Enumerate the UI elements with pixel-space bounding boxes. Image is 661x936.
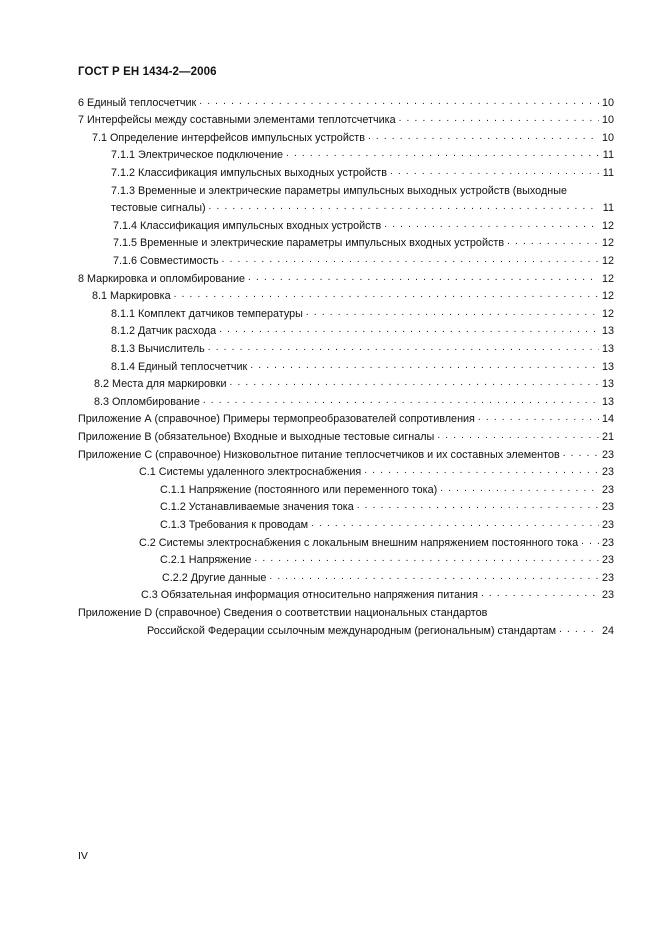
toc-leader-dots	[357, 502, 599, 512]
toc-leader-dots	[581, 538, 599, 548]
toc-entry	[162, 567, 614, 585]
toc-entry-title: С.2 Системы электроснабжения с локальным внешним напряжением постоянного тока	[139, 536, 579, 549]
toc-entry-page: 10	[601, 114, 614, 127]
toc-entry	[111, 198, 614, 216]
toc-entry-page: 12	[601, 290, 614, 303]
toc-entry	[113, 215, 614, 233]
toc-entry-page: 21	[601, 430, 614, 443]
toc-entry	[147, 620, 614, 638]
toc-leader-dots	[390, 168, 599, 178]
toc-leader-dots	[222, 256, 599, 266]
toc-entry-title: С.1.1 Напряжение (постоянного или переменного тока)	[160, 483, 438, 496]
toc-entry-page: 23	[601, 554, 614, 567]
toc-leader-dots	[208, 344, 599, 354]
toc-entry-title: 8.1.4 Единый теплосчетчик	[111, 360, 248, 373]
toc-entry	[113, 233, 614, 251]
toc-entry	[92, 127, 614, 145]
toc-entry-title: 8.2 Места для маркировки	[94, 378, 227, 391]
toc-leader-dots	[203, 397, 599, 407]
toc-entry-title: 8.1.1 Комплект датчиков температуры	[111, 307, 303, 320]
toc-entry-page: 11	[602, 202, 614, 215]
toc-entry-title: Российской Федерации ссылочным международным (региональным) стандартам	[147, 624, 557, 637]
toc-entry-title: Приложение А (справочное) Примеры термопреобразователей сопротивления	[78, 413, 475, 426]
toc-leader-dots	[563, 450, 599, 460]
toc-entry-page: 13	[601, 360, 614, 373]
toc-entry	[111, 162, 614, 180]
toc-leader-dots	[230, 379, 599, 389]
toc-entry	[160, 550, 614, 568]
toc-leader-dots	[559, 626, 599, 636]
toc-leader-dots	[478, 414, 599, 424]
toc-entry-title: 7.1 Определение интерфейсов импульсных устройств	[92, 131, 365, 144]
toc-entry-page: 24	[601, 624, 614, 637]
toc-entry	[78, 268, 614, 286]
toc-entry-title: 6 Единый теплосчетчик	[78, 96, 197, 109]
toc-entry-title: 8.1.2 Датчик расхода	[111, 325, 217, 338]
toc-entry	[78, 602, 614, 620]
toc-leader-dots	[248, 274, 599, 284]
toc-entry-page: 13	[601, 342, 614, 355]
toc-entry-title: 7.1.2 Классификация импульсных выходных устройств	[111, 166, 387, 179]
toc-entry-page: 23	[601, 483, 614, 496]
toc-entry-page: 23	[601, 589, 614, 602]
toc-entry	[94, 374, 614, 392]
toc-entry-title: 7.1.5 Временные и электрические параметры импульсных входных устройств	[113, 237, 505, 250]
toc-entry-page: 12	[601, 272, 614, 285]
page-number: IV	[78, 850, 88, 862]
toc-leader-dots	[286, 150, 599, 160]
toc-leader-dots	[481, 590, 599, 600]
toc-entry-title: Приложение В (обязательное) Входные и выходные тестовые сигналы	[78, 430, 435, 443]
toc-entry	[111, 303, 614, 321]
toc-entry-page: 14	[601, 413, 614, 426]
toc-entry-title: 7 Интерфейсы между составными элементами теплотсчетчика	[78, 114, 396, 127]
toc-entry	[78, 92, 614, 110]
toc-entry	[111, 321, 614, 339]
toc-leader-dots	[437, 432, 599, 442]
toc-entry	[92, 286, 614, 304]
toc-leader-dots	[199, 98, 599, 108]
toc-entry	[111, 356, 614, 374]
toc-entry	[160, 514, 614, 532]
toc-leader-dots	[219, 326, 599, 336]
toc-entry-page: 13	[601, 378, 614, 391]
toc-entry	[111, 180, 614, 198]
toc-entry-title: 8.1 Маркировка	[92, 290, 171, 303]
toc-entry-page: 10	[601, 96, 614, 109]
toc-entry	[111, 338, 614, 356]
toc-entry-title: С.2.2 Другие данные	[162, 571, 267, 584]
toc-leader-dots	[174, 291, 599, 301]
toc-entry	[78, 444, 614, 462]
toc-leader-dots	[507, 238, 599, 248]
toc-leader-dots	[306, 309, 599, 319]
toc-entry-page: 13	[601, 395, 614, 408]
toc-entry	[78, 409, 614, 427]
toc-entry-title: 7.1.1 Электрическое подключение	[111, 149, 283, 162]
toc-leader-dots	[269, 573, 599, 583]
toc-entry	[111, 145, 614, 163]
toc-entry	[94, 391, 614, 409]
toc-entry-title: С.1.2 Устанавливаемые значения тока	[160, 501, 354, 514]
toc-entry	[160, 479, 614, 497]
toc-entry-page: 12	[601, 307, 614, 320]
toc-entry-page: 11	[602, 149, 614, 162]
toc-entry-page: 23	[601, 466, 614, 479]
toc-entry	[113, 250, 614, 268]
toc-entry-page: 10	[601, 131, 614, 144]
toc-entry-title: тестовые сигналы)	[111, 202, 206, 215]
toc-entry-page: 12	[601, 219, 614, 232]
toc-entry-title: Приложение С (справочное) Низковольтное питание теплосчетчиков и их составных элементов	[78, 448, 560, 461]
toc-entry-title: С.1.3 Требования к проводам	[160, 518, 309, 531]
toc-entry	[78, 110, 614, 128]
toc-leader-dots	[384, 221, 599, 231]
toc-leader-dots	[254, 555, 599, 565]
toc-entry-title: 7.1.6 Совместимость	[113, 254, 219, 267]
toc-entry-title: Приложение D (справочное) Сведения о соответствии национальных стандартов	[78, 606, 488, 619]
toc-leader-dots	[368, 133, 599, 143]
toc-entry	[141, 585, 614, 603]
toc-entry	[139, 462, 614, 480]
toc-entry-title: 8.1.3 Вычислитель	[111, 342, 205, 355]
toc-entry-title: 8.3 Опломбирование	[94, 395, 200, 408]
toc-entry-page: 12	[601, 237, 614, 250]
toc-entry-title: С.2.1 Напряжение	[160, 554, 252, 567]
toc-entry-title: С.3 Обязательная информация относительно напряжения питания	[141, 589, 478, 602]
toc-entry	[139, 532, 614, 550]
toc-leader-dots	[209, 203, 599, 213]
toc-entry-page: 11	[602, 166, 614, 179]
toc-leader-dots	[440, 485, 599, 495]
toc-entry-page: 23	[601, 571, 614, 584]
toc-leader-dots	[399, 115, 599, 125]
toc-leader-dots	[364, 467, 599, 477]
toc-entry-page: 23	[601, 448, 614, 461]
toc-entry	[78, 426, 614, 444]
document-header: ГОСТ Р ЕН 1434-2—2006	[78, 66, 217, 78]
toc-entry-page: 12	[601, 254, 614, 267]
toc-entry-page: 23	[601, 518, 614, 531]
toc-entry-title: 8 Маркировка и опломбирование	[78, 272, 246, 285]
toc-entry-title: С.1 Системы удаленного электроснабжения	[139, 466, 362, 479]
toc-leader-dots	[250, 362, 599, 372]
toc-leader-dots	[311, 520, 599, 530]
toc-entry-title: 7.1.4 Классификация импульсных входных устройств	[113, 219, 382, 232]
toc-entry-page: 23	[601, 501, 614, 514]
toc-entry-page: 23	[601, 536, 614, 549]
toc-entry-title: 7.1.3 Временные и электрические параметры импульсных выходных устройств (выходные	[111, 184, 567, 197]
toc-entry	[160, 497, 614, 515]
toc-entry-page: 13	[601, 325, 614, 338]
